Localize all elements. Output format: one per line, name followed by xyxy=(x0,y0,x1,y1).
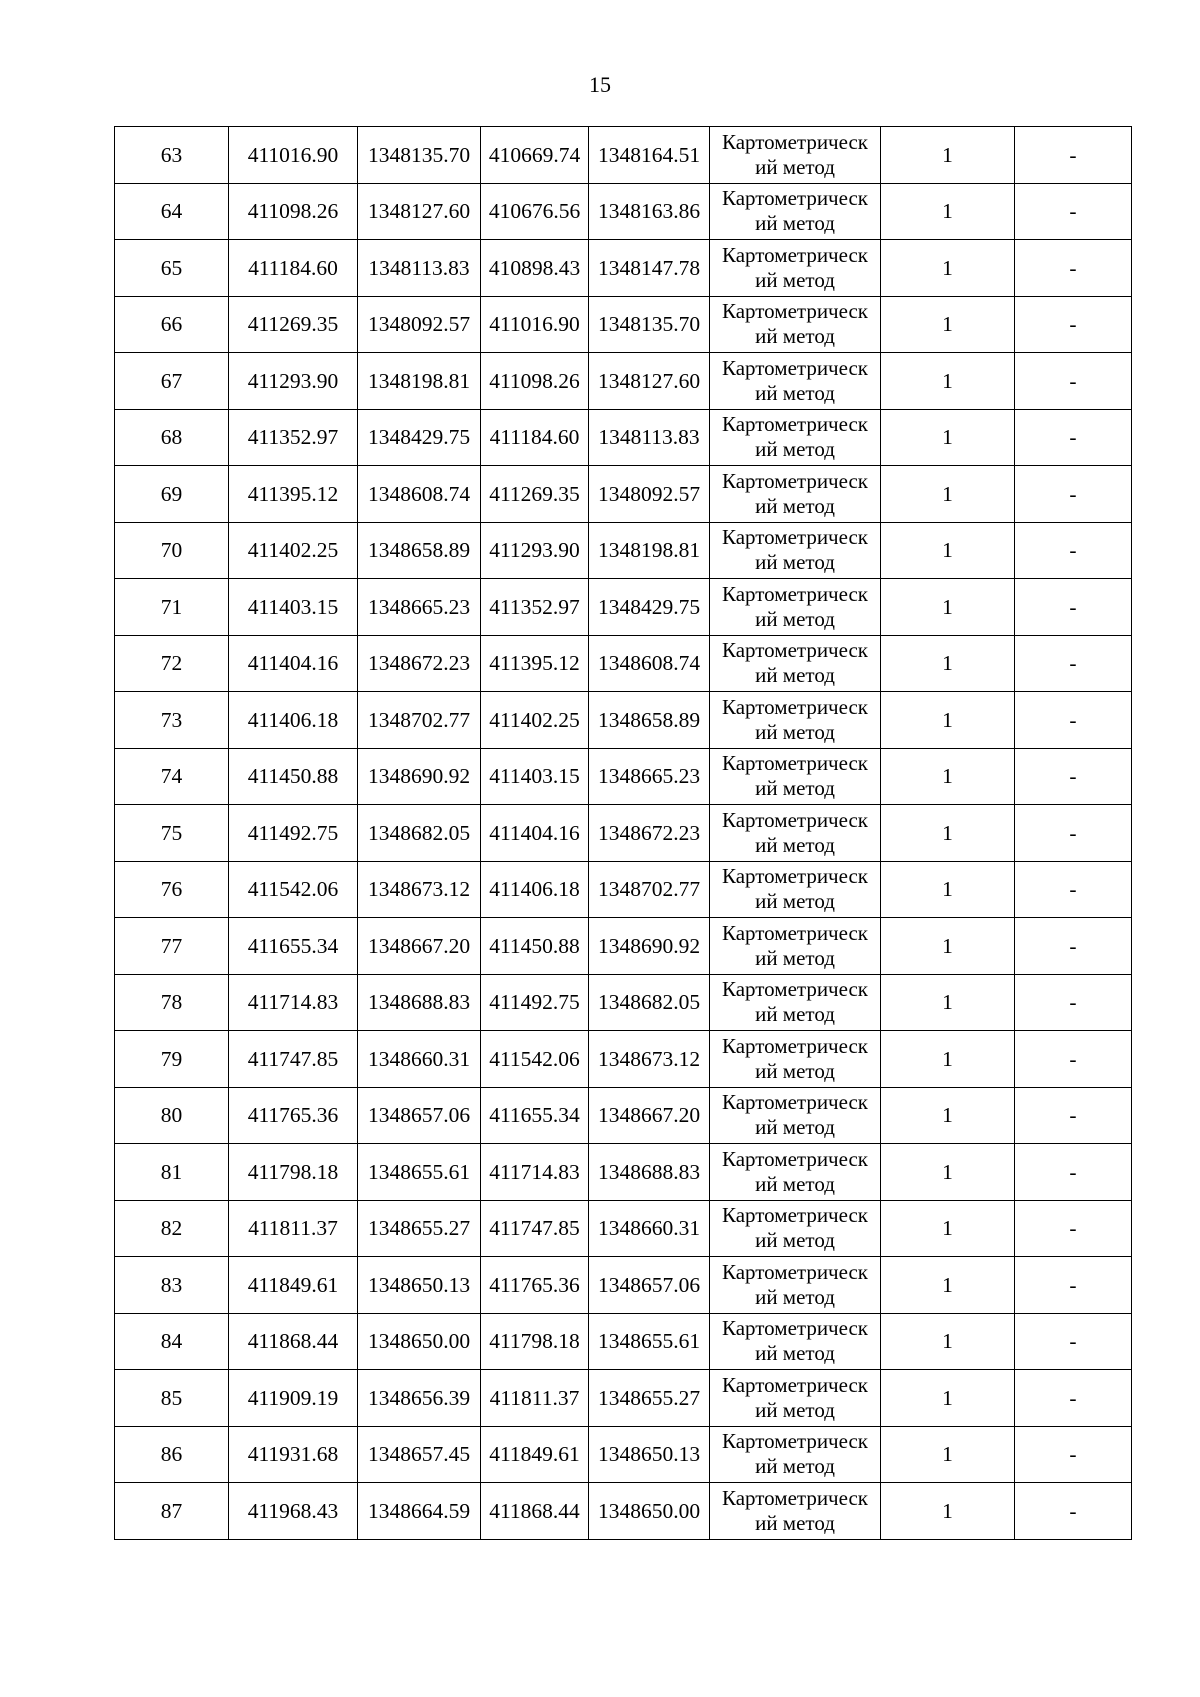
method-cell xyxy=(710,692,881,749)
accuracy-cell: 1 xyxy=(881,1426,1015,1483)
method-line-1: Картометрическ xyxy=(722,807,868,832)
method-cell xyxy=(710,805,881,862)
point-number-cell: 82 xyxy=(115,1200,229,1257)
method-cell xyxy=(710,296,881,353)
method-cell xyxy=(710,522,881,579)
table-row xyxy=(115,409,1132,466)
method-line-2: ий метод xyxy=(755,493,835,518)
method-cell xyxy=(710,1370,881,1427)
y-coordinate-cell: 1348667.20 xyxy=(358,918,481,975)
accuracy-cell: 1 xyxy=(881,974,1015,1031)
prev-y-coordinate-cell: 1348688.83 xyxy=(589,1144,710,1201)
x-coordinate-cell: 411542.06 xyxy=(229,861,358,918)
note-cell: - xyxy=(1015,409,1132,466)
x-coordinate-cell: 411765.36 xyxy=(229,1087,358,1144)
point-number-cell: 75 xyxy=(115,805,229,862)
method-line-2: ий метод xyxy=(755,1341,835,1366)
method-line-2: ий метод xyxy=(755,606,835,631)
table-row xyxy=(115,1144,1132,1201)
method-line-2: ий метод xyxy=(755,154,835,179)
y-coordinate-cell: 1348198.81 xyxy=(358,353,481,410)
prev-y-coordinate-cell: 1348660.31 xyxy=(589,1200,710,1257)
method-cell xyxy=(710,1087,881,1144)
table-row xyxy=(115,1370,1132,1427)
note-cell: - xyxy=(1015,635,1132,692)
method-line-1: Картометрическ xyxy=(722,1146,868,1171)
table-row xyxy=(115,353,1132,410)
y-coordinate-cell: 1348657.06 xyxy=(358,1087,481,1144)
method-line-1: Картометрическ xyxy=(722,186,868,211)
note-cell: - xyxy=(1015,296,1132,353)
method-line-1: Картометрическ xyxy=(722,1316,868,1341)
method-line-1: Картометрическ xyxy=(722,468,868,493)
prev-y-coordinate-cell: 1348650.13 xyxy=(589,1426,710,1483)
accuracy-cell: 1 xyxy=(881,748,1015,805)
note-cell: - xyxy=(1015,1483,1132,1540)
prev-x-coordinate-cell: 411098.26 xyxy=(481,353,589,410)
prev-y-coordinate-cell: 1348608.74 xyxy=(589,635,710,692)
method-line-2: ий метод xyxy=(755,324,835,349)
method-cell xyxy=(710,1257,881,1314)
point-number-cell: 78 xyxy=(115,974,229,1031)
table-row xyxy=(115,296,1132,353)
method-line-2: ий метод xyxy=(755,267,835,292)
prev-x-coordinate-cell: 411765.36 xyxy=(481,1257,589,1314)
accuracy-cell: 1 xyxy=(881,1031,1015,1088)
note-cell: - xyxy=(1015,805,1132,862)
method-line-1: Картометрическ xyxy=(722,1372,868,1397)
x-coordinate-cell: 411404.16 xyxy=(229,635,358,692)
point-number-cell: 66 xyxy=(115,296,229,353)
y-coordinate-cell: 1348127.60 xyxy=(358,183,481,240)
x-coordinate-cell: 411868.44 xyxy=(229,1313,358,1370)
method-line-2: ий метод xyxy=(755,550,835,575)
method-line-1: Картометрическ xyxy=(722,242,868,267)
x-coordinate-cell: 411492.75 xyxy=(229,805,358,862)
method-line-1: Картометрическ xyxy=(722,355,868,380)
method-cell xyxy=(710,183,881,240)
method-line-1: Картометрическ xyxy=(722,412,868,437)
note-cell: - xyxy=(1015,183,1132,240)
accuracy-cell: 1 xyxy=(881,1313,1015,1370)
method-line-2: ий метод xyxy=(755,1284,835,1309)
table-row xyxy=(115,240,1132,297)
method-line-2: ий метод xyxy=(755,1228,835,1253)
x-coordinate-cell: 411395.12 xyxy=(229,466,358,523)
prev-x-coordinate-cell: 411016.90 xyxy=(481,296,589,353)
method-line-2: ий метод xyxy=(755,663,835,688)
method-cell xyxy=(710,409,881,466)
method-line-1: Картометрическ xyxy=(722,1259,868,1284)
table-row xyxy=(115,1483,1132,1540)
method-line-1: Картометрическ xyxy=(722,638,868,663)
point-number-cell: 73 xyxy=(115,692,229,749)
point-number-cell: 79 xyxy=(115,1031,229,1088)
table-row xyxy=(115,692,1132,749)
y-coordinate-cell: 1348658.89 xyxy=(358,522,481,579)
y-coordinate-cell: 1348660.31 xyxy=(358,1031,481,1088)
prev-y-coordinate-cell: 1348672.23 xyxy=(589,805,710,862)
point-number-cell: 69 xyxy=(115,466,229,523)
x-coordinate-cell: 411931.68 xyxy=(229,1426,358,1483)
prev-y-coordinate-cell: 1348655.61 xyxy=(589,1313,710,1370)
prev-y-coordinate-cell: 1348667.20 xyxy=(589,1087,710,1144)
table-row xyxy=(115,1087,1132,1144)
method-line-1: Картометрическ xyxy=(722,525,868,550)
note-cell: - xyxy=(1015,522,1132,579)
note-cell: - xyxy=(1015,1257,1132,1314)
accuracy-cell: 1 xyxy=(881,635,1015,692)
note-cell: - xyxy=(1015,1313,1132,1370)
point-number-cell: 83 xyxy=(115,1257,229,1314)
point-number-cell: 70 xyxy=(115,522,229,579)
table-row xyxy=(115,1200,1132,1257)
page-number: 15 xyxy=(589,72,611,97)
x-coordinate-cell: 411352.97 xyxy=(229,409,358,466)
x-coordinate-cell: 411968.43 xyxy=(229,1483,358,1540)
prev-x-coordinate-cell: 411269.35 xyxy=(481,466,589,523)
table-row xyxy=(115,748,1132,805)
x-coordinate-cell: 411849.61 xyxy=(229,1257,358,1314)
prev-x-coordinate-cell: 411404.16 xyxy=(481,805,589,862)
method-line-1: Картометрическ xyxy=(722,1203,868,1228)
note-cell: - xyxy=(1015,579,1132,636)
prev-y-coordinate-cell: 1348198.81 xyxy=(589,522,710,579)
x-coordinate-cell: 411098.26 xyxy=(229,183,358,240)
y-coordinate-cell: 1348682.05 xyxy=(358,805,481,862)
prev-x-coordinate-cell: 411542.06 xyxy=(481,1031,589,1088)
method-line-2: ий метод xyxy=(755,1510,835,1535)
note-cell: - xyxy=(1015,1087,1132,1144)
method-line-2: ий метод xyxy=(755,437,835,462)
note-cell: - xyxy=(1015,1370,1132,1427)
prev-x-coordinate-cell: 411868.44 xyxy=(481,1483,589,1540)
x-coordinate-cell: 411184.60 xyxy=(229,240,358,297)
accuracy-cell: 1 xyxy=(881,1370,1015,1427)
method-line-2: ий метод xyxy=(755,1454,835,1479)
y-coordinate-cell: 1348688.83 xyxy=(358,974,481,1031)
note-cell: - xyxy=(1015,1200,1132,1257)
method-line-1: Картометрическ xyxy=(722,751,868,776)
method-line-2: ий метод xyxy=(755,1115,835,1140)
accuracy-cell: 1 xyxy=(881,127,1015,184)
note-cell: - xyxy=(1015,918,1132,975)
accuracy-cell: 1 xyxy=(881,353,1015,410)
method-line-2: ий метод xyxy=(755,380,835,405)
point-number-cell: 80 xyxy=(115,1087,229,1144)
point-number-cell: 63 xyxy=(115,127,229,184)
prev-y-coordinate-cell: 1348655.27 xyxy=(589,1370,710,1427)
method-cell xyxy=(710,1313,881,1370)
y-coordinate-cell: 1348655.61 xyxy=(358,1144,481,1201)
prev-x-coordinate-cell: 411352.97 xyxy=(481,579,589,636)
y-coordinate-cell: 1348135.70 xyxy=(358,127,481,184)
method-cell xyxy=(710,861,881,918)
method-line-2: ий метод xyxy=(755,1171,835,1196)
method-cell xyxy=(710,635,881,692)
prev-y-coordinate-cell: 1348092.57 xyxy=(589,466,710,523)
x-coordinate-cell: 411402.25 xyxy=(229,522,358,579)
prev-y-coordinate-cell: 1348658.89 xyxy=(589,692,710,749)
accuracy-cell: 1 xyxy=(881,579,1015,636)
y-coordinate-cell: 1348690.92 xyxy=(358,748,481,805)
method-line-1: Картометрическ xyxy=(722,1485,868,1510)
x-coordinate-cell: 411269.35 xyxy=(229,296,358,353)
prev-x-coordinate-cell: 411403.15 xyxy=(481,748,589,805)
note-cell: - xyxy=(1015,353,1132,410)
prev-y-coordinate-cell: 1348682.05 xyxy=(589,974,710,1031)
y-coordinate-cell: 1348702.77 xyxy=(358,692,481,749)
point-number-cell: 77 xyxy=(115,918,229,975)
y-coordinate-cell: 1348113.83 xyxy=(358,240,481,297)
method-cell xyxy=(710,1144,881,1201)
prev-x-coordinate-cell: 411849.61 xyxy=(481,1426,589,1483)
point-number-cell: 84 xyxy=(115,1313,229,1370)
point-number-cell: 87 xyxy=(115,1483,229,1540)
method-line-2: ий метод xyxy=(755,1397,835,1422)
point-number-cell: 76 xyxy=(115,861,229,918)
method-cell xyxy=(710,748,881,805)
x-coordinate-cell: 411909.19 xyxy=(229,1370,358,1427)
method-line-2: ий метод xyxy=(755,776,835,801)
method-line-1: Картометрическ xyxy=(722,864,868,889)
x-coordinate-cell: 411798.18 xyxy=(229,1144,358,1201)
accuracy-cell: 1 xyxy=(881,1257,1015,1314)
accuracy-cell: 1 xyxy=(881,466,1015,523)
note-cell: - xyxy=(1015,1426,1132,1483)
y-coordinate-cell: 1348672.23 xyxy=(358,635,481,692)
method-line-2: ий метод xyxy=(755,889,835,914)
prev-x-coordinate-cell: 411184.60 xyxy=(481,409,589,466)
table-body xyxy=(115,127,1132,1540)
method-line-1: Картометрическ xyxy=(722,1090,868,1115)
prev-x-coordinate-cell: 411747.85 xyxy=(481,1200,589,1257)
x-coordinate-cell: 411747.85 xyxy=(229,1031,358,1088)
prev-y-coordinate-cell: 1348690.92 xyxy=(589,918,710,975)
method-line-1: Картометрическ xyxy=(722,920,868,945)
table-row xyxy=(115,861,1132,918)
x-coordinate-cell: 411714.83 xyxy=(229,974,358,1031)
point-number-cell: 74 xyxy=(115,748,229,805)
prev-x-coordinate-cell: 411402.25 xyxy=(481,692,589,749)
x-coordinate-cell: 411655.34 xyxy=(229,918,358,975)
method-cell xyxy=(710,353,881,410)
point-number-cell: 85 xyxy=(115,1370,229,1427)
method-cell xyxy=(710,974,881,1031)
accuracy-cell: 1 xyxy=(881,1144,1015,1201)
table-row xyxy=(115,1426,1132,1483)
accuracy-cell: 1 xyxy=(881,1483,1015,1540)
point-number-cell: 72 xyxy=(115,635,229,692)
prev-x-coordinate-cell: 411655.34 xyxy=(481,1087,589,1144)
prev-y-coordinate-cell: 1348673.12 xyxy=(589,1031,710,1088)
prev-x-coordinate-cell: 410676.56 xyxy=(481,183,589,240)
y-coordinate-cell: 1348650.00 xyxy=(358,1313,481,1370)
x-coordinate-cell: 411293.90 xyxy=(229,353,358,410)
accuracy-cell: 1 xyxy=(881,861,1015,918)
table-row xyxy=(115,1031,1132,1088)
table-row xyxy=(115,522,1132,579)
accuracy-cell: 1 xyxy=(881,183,1015,240)
accuracy-cell: 1 xyxy=(881,1200,1015,1257)
prev-x-coordinate-cell: 411811.37 xyxy=(481,1370,589,1427)
method-line-1: Картометрическ xyxy=(722,129,868,154)
method-line-1: Картометрическ xyxy=(722,581,868,606)
point-number-cell: 71 xyxy=(115,579,229,636)
coordinates-table xyxy=(114,126,1132,1540)
prev-y-coordinate-cell: 1348429.75 xyxy=(589,579,710,636)
method-cell xyxy=(710,127,881,184)
note-cell: - xyxy=(1015,974,1132,1031)
note-cell: - xyxy=(1015,1031,1132,1088)
point-number-cell: 86 xyxy=(115,1426,229,1483)
method-line-1: Картометрическ xyxy=(722,1429,868,1454)
accuracy-cell: 1 xyxy=(881,918,1015,975)
note-cell: - xyxy=(1015,1144,1132,1201)
method-line-2: ий метод xyxy=(755,1058,835,1083)
x-coordinate-cell: 411403.15 xyxy=(229,579,358,636)
point-number-cell: 65 xyxy=(115,240,229,297)
method-cell xyxy=(710,240,881,297)
method-cell xyxy=(710,466,881,523)
table-row xyxy=(115,635,1132,692)
note-cell: - xyxy=(1015,748,1132,805)
method-cell xyxy=(710,1426,881,1483)
method-line-1: Картометрическ xyxy=(722,694,868,719)
accuracy-cell: 1 xyxy=(881,296,1015,353)
y-coordinate-cell: 1348656.39 xyxy=(358,1370,481,1427)
table-row xyxy=(115,974,1132,1031)
y-coordinate-cell: 1348092.57 xyxy=(358,296,481,353)
table-row xyxy=(115,805,1132,862)
method-line-1: Картометрическ xyxy=(722,977,868,1002)
table-row xyxy=(115,918,1132,975)
point-number-cell: 68 xyxy=(115,409,229,466)
prev-x-coordinate-cell: 410898.43 xyxy=(481,240,589,297)
method-cell xyxy=(710,1483,881,1540)
prev-x-coordinate-cell: 411714.83 xyxy=(481,1144,589,1201)
table-row xyxy=(115,183,1132,240)
prev-y-coordinate-cell: 1348665.23 xyxy=(589,748,710,805)
method-cell xyxy=(710,1200,881,1257)
table-row xyxy=(115,466,1132,523)
note-cell: - xyxy=(1015,127,1132,184)
method-line-1: Картометрическ xyxy=(722,299,868,324)
point-number-cell: 67 xyxy=(115,353,229,410)
x-coordinate-cell: 411016.90 xyxy=(229,127,358,184)
accuracy-cell: 1 xyxy=(881,805,1015,862)
prev-x-coordinate-cell: 411450.88 xyxy=(481,918,589,975)
prev-y-coordinate-cell: 1348163.86 xyxy=(589,183,710,240)
note-cell: - xyxy=(1015,861,1132,918)
y-coordinate-cell: 1348650.13 xyxy=(358,1257,481,1314)
note-cell: - xyxy=(1015,466,1132,523)
accuracy-cell: 1 xyxy=(881,692,1015,749)
method-line-2: ий метод xyxy=(755,832,835,857)
note-cell: - xyxy=(1015,692,1132,749)
y-coordinate-cell: 1348665.23 xyxy=(358,579,481,636)
prev-x-coordinate-cell: 411395.12 xyxy=(481,635,589,692)
y-coordinate-cell: 1348673.12 xyxy=(358,861,481,918)
prev-y-coordinate-cell: 1348135.70 xyxy=(589,296,710,353)
prev-y-coordinate-cell: 1348702.77 xyxy=(589,861,710,918)
method-line-2: ий метод xyxy=(755,211,835,236)
prev-x-coordinate-cell: 411406.18 xyxy=(481,861,589,918)
table-row xyxy=(115,579,1132,636)
method-line-2: ий метод xyxy=(755,945,835,970)
prev-y-coordinate-cell: 1348113.83 xyxy=(589,409,710,466)
method-line-1: Картометрическ xyxy=(722,1033,868,1058)
prev-x-coordinate-cell: 411293.90 xyxy=(481,522,589,579)
prev-y-coordinate-cell: 1348164.51 xyxy=(589,127,710,184)
x-coordinate-cell: 411450.88 xyxy=(229,748,358,805)
prev-x-coordinate-cell: 411492.75 xyxy=(481,974,589,1031)
prev-y-coordinate-cell: 1348127.60 xyxy=(589,353,710,410)
point-number-cell: 64 xyxy=(115,183,229,240)
accuracy-cell: 1 xyxy=(881,522,1015,579)
y-coordinate-cell: 1348664.59 xyxy=(358,1483,481,1540)
y-coordinate-cell: 1348429.75 xyxy=(358,409,481,466)
prev-x-coordinate-cell: 411798.18 xyxy=(481,1313,589,1370)
point-number-cell: 81 xyxy=(115,1144,229,1201)
method-line-2: ий метод xyxy=(755,1002,835,1027)
x-coordinate-cell: 411406.18 xyxy=(229,692,358,749)
method-cell xyxy=(710,918,881,975)
prev-y-coordinate-cell: 1348657.06 xyxy=(589,1257,710,1314)
method-line-2: ий метод xyxy=(755,719,835,744)
x-coordinate-cell: 411811.37 xyxy=(229,1200,358,1257)
accuracy-cell: 1 xyxy=(881,409,1015,466)
method-cell xyxy=(710,579,881,636)
prev-y-coordinate-cell: 1348650.00 xyxy=(589,1483,710,1540)
prev-y-coordinate-cell: 1348147.78 xyxy=(589,240,710,297)
method-cell xyxy=(710,1031,881,1088)
table-row xyxy=(115,1313,1132,1370)
table-row xyxy=(115,1257,1132,1314)
prev-x-coordinate-cell: 410669.74 xyxy=(481,127,589,184)
table-row xyxy=(115,127,1132,184)
y-coordinate-cell: 1348655.27 xyxy=(358,1200,481,1257)
accuracy-cell: 1 xyxy=(881,1087,1015,1144)
y-coordinate-cell: 1348608.74 xyxy=(358,466,481,523)
accuracy-cell: 1 xyxy=(881,240,1015,297)
y-coordinate-cell: 1348657.45 xyxy=(358,1426,481,1483)
note-cell: - xyxy=(1015,240,1132,297)
